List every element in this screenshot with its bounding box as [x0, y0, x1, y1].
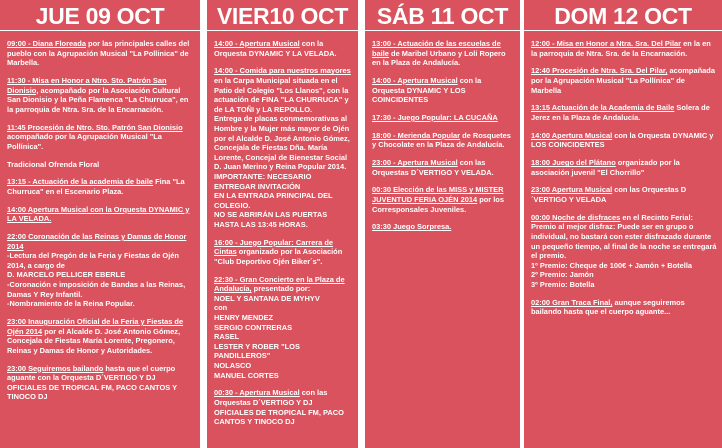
event-time-title: 09:00 - Diana Floreada	[7, 39, 86, 48]
event-entry	[7, 76, 195, 114]
event-entry	[372, 185, 515, 214]
event-description: con las Orquestas D´VERTIGO Y DJ OFICIALES DE TROPICAL FM, PACO CANTOS Y TINOCO DJ	[214, 388, 344, 427]
event-time-title: 22:30 - Gran Concierto en la Plaza de Andalucía,	[214, 274, 345, 294]
event-time-title: 23:00 Inauguración Oficial de la Feria y Fiestas de Ojén 2014	[7, 316, 184, 336]
event-time-title: 03:30 Juego Sorpresa.	[372, 222, 452, 232]
event-time-title: 14:00 Apertura Musical con la Orquesta DYNAMIC y LA VELADA.	[7, 204, 190, 224]
event-time-title: 16:00 - Juego Popular: Carrera de Cintas	[214, 237, 334, 257]
event-entry	[372, 222, 515, 232]
event-description: en el Recinto Ferial: Premio al mejor disfraz: Puede ser en grupo o individual, no bastará con ester disfrazado durante un pequeño tiempo, al final de la noche se entregará el premio. 1º Premio: Cheque de 100€ + Jamón + Botella 2º Premio: Jamón 3º Premio: Botella	[531, 212, 717, 289]
event-description: en la Carpa Municipal situada en el Patio del Colegio "Los Llanos", con la actuación de FINA "LA CHURRUCA" y de LA TOÑI y LA REPOLLO. Entrega de placas conmemorativas al Hombre y la Mujer más mayor de Ojén por el Alcalde D. José Antonio Gómez, Concejala de Fiestas Dña. María Lorente, Concejal de Bienestar Social D. Juan Merino y Reina Popular 2014. IMPORTANTE: NECESARIO ENTREGAR INVITACIÓN EN LA ENTRADA PRINCIPAL DEL COLEGIO. NO SE ABRIRÁN LAS PUERTAS HASTA LAS 13:45 HORAS.	[214, 75, 350, 229]
event-description: por el Alcalde D. José Antonio Gómez, Concejala de Fiestas María Lorente, Pregonero, Reinas y Damas de Honor y Autoridades.	[7, 326, 181, 355]
event-description: por las principales calles del pueblo con la Agrupación Musical "La Pollinica" de Marbella.	[7, 39, 190, 68]
day-events	[0, 31, 200, 402]
event-description: Fina "La Churruca" en el Escenario Plaza.	[7, 177, 185, 196]
event-entry	[7, 177, 195, 196]
event-description: acompañada por la Agrupación Musical "La Pollínica" de Marbella	[531, 66, 715, 95]
event-description: Solera de Jerez en la Plaza de Andalucía.	[531, 103, 710, 122]
event-description: con la Orquesta DYNAMIC Y LA VELADA.	[214, 39, 337, 58]
day-events	[365, 31, 520, 232]
event-description: con la Orquesta DYNAMIC Y LOS COINCIDENTES	[372, 75, 482, 105]
event-description: presentado por: NOEL Y SANTANA DE MYHYV con HENRY MENDEZ SERGIO CONTRERAS RASEL LESTER Y ROBER "LOS PANDILLEROS" NOLASCO MANUEL CORTES	[214, 284, 320, 380]
event-time-title: 23:00 Seguiremos bailando	[7, 363, 104, 373]
event-entry	[531, 298, 717, 317]
event-entry	[372, 39, 515, 68]
event-description: de Rosquetes y Chocolate en la Plaza de Andalucía.	[372, 130, 511, 150]
event-description: acompañado por la Asociación Cultural San Dionisio y la Peña Flamenca "La Churruca", en la parroquia de Ntra. Sra. de la Encarnación.	[7, 85, 189, 114]
event-time-title: 13:15 Actuación de la Academia de Baile	[531, 103, 675, 113]
event-description: acompañado por la Agrupación Musical "La Pollínica".	[7, 132, 162, 151]
event-time-title: 23:00 Apertura Musical	[531, 185, 613, 195]
event-time-title: 18:00 Juego del Plátano	[531, 158, 616, 168]
event-description: organizado por la Asociación "Club Deportivo Ojén Biker´s".	[214, 247, 343, 266]
event-description: aunque seguiremos bailando hasta que el cuerpo aguante...	[531, 297, 685, 317]
event-entry	[372, 76, 515, 105]
event-entry	[7, 232, 195, 309]
event-time-title: 13:00 - Actuación de las escuelas de baile	[372, 39, 501, 58]
event-entry	[214, 238, 353, 267]
event-description: de Maribel Urbano y Loli Ropero en la Plaza de Andalucía.	[372, 48, 506, 68]
day-header: VIER10 OCT	[207, 0, 358, 31]
day-column-thursday	[0, 0, 200, 448]
event-entry	[531, 131, 717, 150]
event-entry	[531, 158, 717, 177]
event-description: con las Orquestas D´VERTIGO Y VELADA	[531, 185, 687, 205]
event-entry	[214, 66, 353, 229]
day-column-sunday	[524, 0, 722, 448]
event-time-title: 18:00 - Merienda Popular	[372, 130, 461, 140]
event-description: por los Corresponsales Juveniles.	[372, 195, 504, 214]
event-time-title: 02:00 Gran Traca Final,	[531, 297, 613, 307]
event-time-title: 13:15 - Actuación de la academia de baile	[7, 177, 154, 187]
event-entry	[372, 158, 515, 177]
event-time-title: 14:00 - Apertura Musical	[372, 75, 458, 85]
event-entry	[7, 160, 195, 170]
event-entry	[372, 131, 515, 150]
event-entry	[531, 39, 717, 58]
event-time-title: 11:30 - Misa en Honor a Ntro. Sto. Patrón San Dionisio,	[7, 75, 167, 95]
event-description: organizado por la asociación juvenil "El Chorrillo"	[531, 158, 680, 177]
event-time-title: 14:00 Apertura Musical	[531, 130, 613, 140]
event-entry	[7, 364, 195, 402]
event-entry	[214, 275, 353, 381]
event-time-title: 22:00 Coronación de las Reinas y Damas de Honor 2014	[7, 232, 187, 251]
event-entry	[214, 388, 353, 426]
event-time-title: 11:45 Procesión de Ntro. Sto. Patrón San Dionisio	[7, 122, 183, 132]
event-time-title: 23:00 - Apertura Musical	[372, 158, 458, 168]
event-time-title: 14:00 - Comida para nuestros mayores	[214, 66, 351, 76]
event-entry	[531, 66, 717, 95]
day-column-saturday	[365, 0, 520, 448]
event-entry	[7, 205, 195, 224]
day-column-friday	[207, 0, 358, 448]
event-entry	[7, 39, 195, 68]
event-description: -Lectura del Pregón de la Feria y Fiestas de Ojén 2014, a cargo de D. MARCELO PELLICER EBERLE -Coronación e imposición de Bandas a las Reinas, Damas Y Rey Infantil. -Nombramiento de la Reina Popular.	[7, 251, 186, 309]
event-time-title: 12:00 - Misa en Honor a Ntra. Sra. Del Pilar	[531, 39, 682, 48]
event-entry	[531, 185, 717, 204]
event-description: Tradicional Ofrenda Floral	[7, 159, 100, 169]
event-entry	[372, 113, 515, 123]
event-entry	[531, 213, 717, 290]
day-events	[524, 31, 722, 317]
event-time-title: 12:40 Procesión de Ntra. Sra. Del Pilar,	[531, 66, 668, 76]
event-description: hasta que el cuerpo aguante con la Orquesta D´VERTIGO Y DJ OFICIALES DE TROPICAL FM, PACO CANTOS Y TINOCO DJ	[7, 363, 177, 402]
event-time-title: 00:00 Noche de disfraces	[531, 212, 621, 222]
event-entry	[7, 317, 195, 355]
event-entry	[214, 39, 353, 58]
day-header: JUE 09 OCT	[0, 0, 200, 31]
event-description: en la en la parroquia de Ntra. Sra. de la Encarnación.	[531, 39, 711, 58]
day-header: DOM 12 OCT	[524, 0, 722, 31]
event-time-title: 14:00 - Apertura Musical	[214, 39, 300, 48]
event-description: con las Orquestas D´VERTIGO Y VELADA.	[372, 158, 494, 177]
event-time-title: 00:30 Elección de las MISS y MISTER JUVENTUD FERIA OJÉN 2014	[372, 185, 504, 205]
event-time-title: 00:30 - Apertura Musical	[214, 388, 300, 398]
event-entry	[531, 103, 717, 122]
event-entry	[7, 123, 195, 152]
day-events	[207, 31, 358, 427]
event-time-title: 17:30 - Juego Popular: LA CUCAÑA	[372, 112, 498, 122]
day-header: SÁB 11 OCT	[365, 0, 520, 31]
event-description: con la Orquesta DYNAMIC y LOS COINCIDENTES	[531, 130, 714, 150]
